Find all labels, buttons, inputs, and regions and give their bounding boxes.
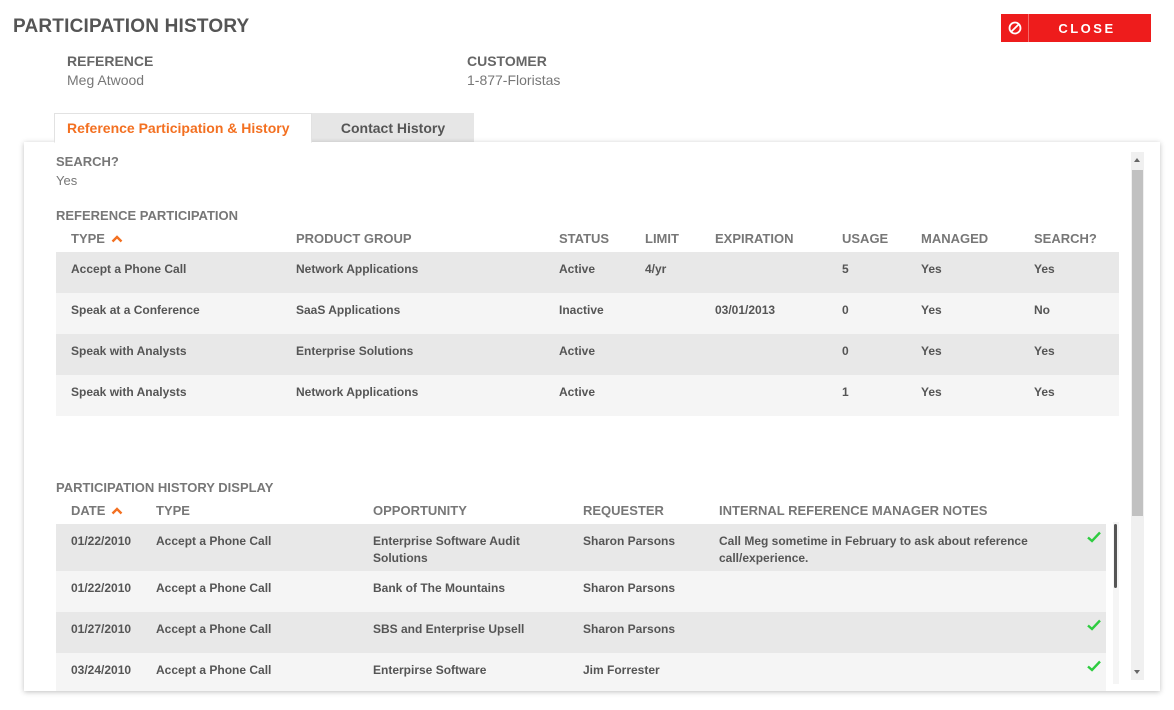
cell-search: Yes <box>1034 344 1055 358</box>
col-header-requester[interactable]: REQUESTER <box>583 503 664 518</box>
cell-opportunity: SBS and Enterprise Upsell <box>373 622 525 636</box>
cell-requester: Sharon Parsons <box>583 534 676 548</box>
cell-status: Active <box>559 344 596 358</box>
cell-managed: Yes <box>921 344 942 358</box>
ban-icon <box>1001 14 1029 42</box>
cell-date: 01/22/2010 <box>71 534 132 548</box>
cell-managed: Yes <box>921 262 942 276</box>
col-header-limit[interactable]: LIMIT <box>645 231 679 246</box>
history-row[interactable] <box>56 524 1106 571</box>
scroll-up-icon[interactable] <box>1134 158 1140 162</box>
cell-type: Speak at a Conference <box>71 303 200 317</box>
reference-info <box>67 53 153 88</box>
col-header-expiration[interactable]: EXPIRATION <box>715 231 794 246</box>
col-header-opportunity[interactable]: OPPORTUNITY <box>373 503 467 518</box>
history-row[interactable] <box>56 571 1106 612</box>
reference-label: REFERENCE <box>67 53 154 69</box>
cell-requester: Sharon Parsons <box>583 581 676 595</box>
tab-contact-history[interactable]: Contact History <box>312 113 474 143</box>
cell-opportunity: Bank of The Mountains <box>373 581 505 595</box>
panel-scrollbar[interactable] <box>1131 152 1144 680</box>
history-row[interactable] <box>56 653 1106 691</box>
cell-product-group: Network Applications <box>296 262 419 276</box>
tab-reference-participation[interactable]: Reference Participation & History <box>54 113 312 143</box>
cell-type: Speak with Analysts <box>71 385 187 399</box>
customer-label: CUSTOMER <box>467 53 547 69</box>
cell-search: No <box>1034 303 1050 317</box>
close-button[interactable] <box>1001 14 1151 42</box>
customer-value: 1-877-Floristas <box>467 72 561 88</box>
cell-opportunity: Enterprise Software Audit Solutions <box>373 534 520 565</box>
history-scrollbar[interactable] <box>1113 522 1119 684</box>
close-button-label: CLOSE <box>1058 20 1116 36</box>
col-header-date[interactable]: DATE <box>71 503 123 518</box>
cell-product-group: Network Applications <box>296 385 419 399</box>
cell-status: Active <box>559 385 596 399</box>
tab-bar <box>54 113 474 143</box>
cell-type: Accept a Phone Call <box>156 534 272 548</box>
col-header-search[interactable]: SEARCH? <box>1034 231 1097 246</box>
page-title: PARTICIPATION HISTORY <box>13 16 250 37</box>
cell-managed: Yes <box>921 385 942 399</box>
col-header-usage[interactable]: USAGE <box>842 231 889 246</box>
cell-notes: Call Meg sometime in February to ask about reference call/experience. <box>719 534 1028 565</box>
col-header-type[interactable]: TYPE <box>71 231 123 246</box>
table-row[interactable] <box>56 293 1119 334</box>
cell-status: Active <box>559 262 596 276</box>
cell-date: 01/22/2010 <box>71 581 132 595</box>
tab-panel <box>24 142 1160 691</box>
cell-requester: Sharon Parsons <box>583 622 676 636</box>
cell-limit: 4/yr <box>645 262 667 276</box>
table-row[interactable] <box>56 252 1119 293</box>
table-row[interactable] <box>56 334 1119 375</box>
check-icon <box>1086 659 1102 676</box>
cell-status: Inactive <box>559 303 604 317</box>
cell-managed: Yes <box>921 303 942 317</box>
cell-date: 01/27/2010 <box>71 622 132 636</box>
col-header-status[interactable]: STATUS <box>559 231 610 246</box>
history-section-title: PARTICIPATION HISTORY DISPLAY <box>56 480 274 495</box>
history-scrollbar-thumb[interactable] <box>1114 524 1117 588</box>
chevron-up-icon <box>111 503 123 518</box>
customer-info <box>467 53 560 88</box>
scroll-down-icon[interactable] <box>1134 670 1140 674</box>
col-header-history-type[interactable]: TYPE <box>156 503 190 518</box>
col-header-product-group[interactable]: PRODUCT GROUP <box>296 231 412 246</box>
cell-usage: 1 <box>842 385 849 399</box>
cell-type: Speak with Analysts <box>71 344 187 358</box>
cell-usage: 5 <box>842 262 849 276</box>
history-row[interactable] <box>56 612 1106 653</box>
cell-type: Accept a Phone Call <box>156 622 272 636</box>
check-icon <box>1086 618 1102 635</box>
cell-type: Accept a Phone Call <box>156 663 272 677</box>
cell-product-group: SaaS Applications <box>296 303 401 317</box>
cell-opportunity: Enterpirse Software <box>373 663 487 677</box>
cell-search: Yes <box>1034 262 1055 276</box>
panel-scrollbar-thumb[interactable] <box>1132 170 1143 516</box>
col-header-managed[interactable]: MANAGED <box>921 231 989 246</box>
cell-search: Yes <box>1034 385 1055 399</box>
chevron-up-icon <box>111 231 123 246</box>
cell-type: Accept a Phone Call <box>156 581 272 595</box>
cell-usage: 0 <box>842 344 849 358</box>
check-icon <box>1086 530 1102 547</box>
reference-value: Meg Atwood <box>67 72 145 88</box>
cell-usage: 0 <box>842 303 849 317</box>
col-header-notes[interactable]: INTERNAL REFERENCE MANAGER NOTES <box>719 503 988 518</box>
cell-requester: Jim Forrester <box>583 663 660 677</box>
search-value: Yes <box>56 173 78 188</box>
cell-product-group: Enterprise Solutions <box>296 344 414 358</box>
cell-expiration: 03/01/2013 <box>715 303 776 317</box>
participation-section-title: REFERENCE PARTICIPATION <box>56 208 239 223</box>
cell-date: 03/24/2010 <box>71 663 132 677</box>
cell-type: Accept a Phone Call <box>71 262 187 276</box>
table-row[interactable] <box>56 375 1119 416</box>
search-label: SEARCH? <box>56 154 119 169</box>
